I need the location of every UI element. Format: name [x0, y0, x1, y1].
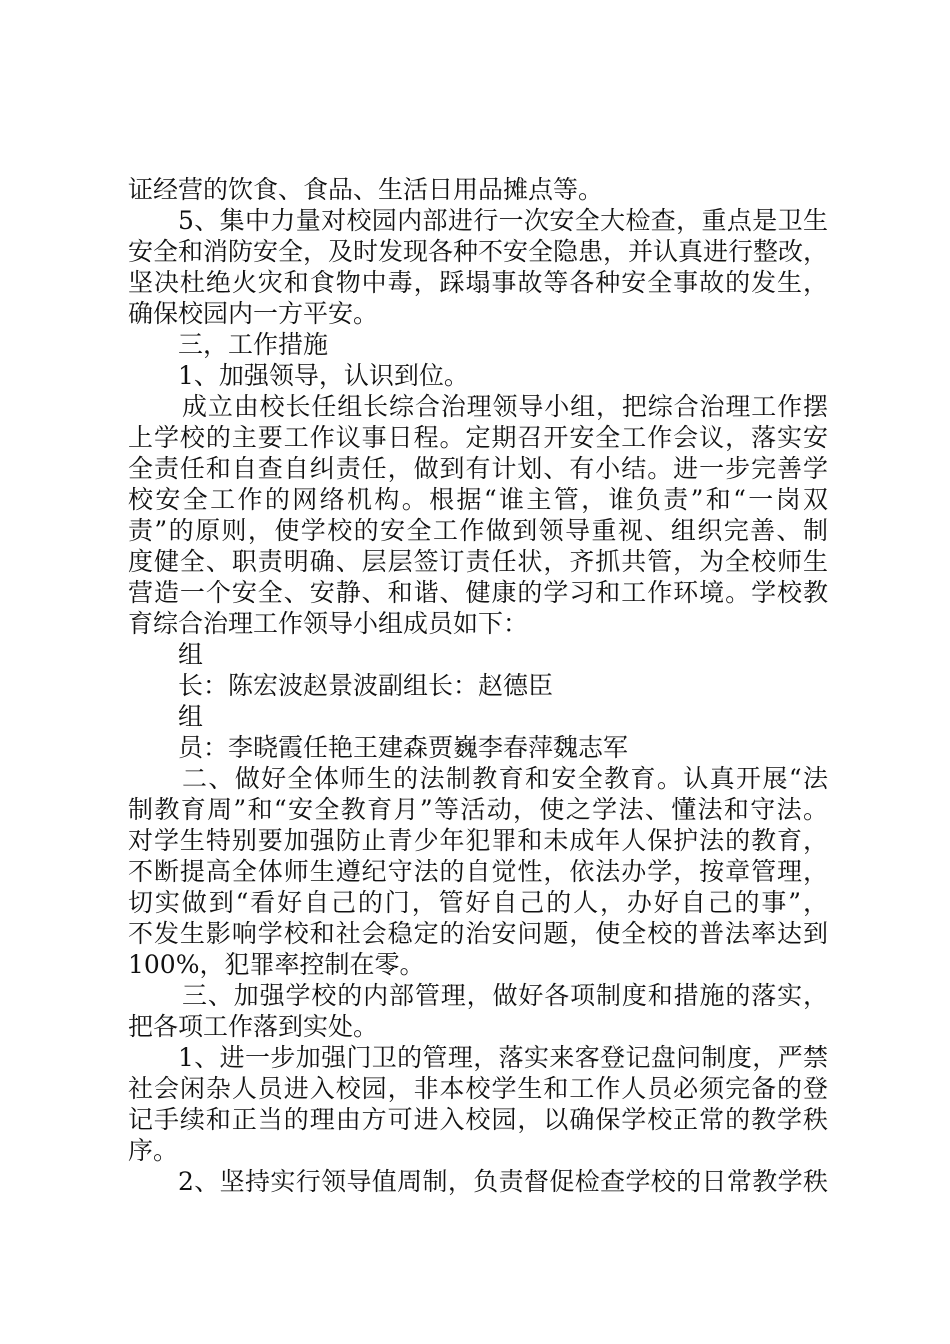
text-line: 社会闲杂人员进入校园，非本校学生和工作人员必须完备的登 — [128, 1074, 828, 1103]
text-line: 证经营的饮食、食品、生活日用品摊点等。 — [128, 175, 604, 204]
text-line: 二、做好全体师生的法制教育和安全教育。认真开展“法 — [182, 764, 828, 793]
text-line: 制教育周”和“安全教育月”等活动，使之学法、懂法和守法。 — [128, 795, 828, 824]
text-line: 上学校的主要工作议事日程。定期召开安全工作会议，落实安 — [128, 423, 828, 452]
text-line: 三、加强学校的内部管理，做好各项制度和措施的落实， — [182, 981, 828, 1010]
text-line: 1、进一步加强门卫的管理，落实来客登记盘问制度，严禁 — [178, 1043, 828, 1072]
text-line: 组 — [178, 640, 204, 669]
text-line: 安全和消防安全，及时发现各种不安全隐患，并认真进行整改， — [128, 237, 829, 266]
text-line: 记手续和正当的理由方可进入校园，以确保学校正常的教学秩 — [128, 1105, 828, 1134]
text-line: 校安全工作的网络机构。根据“谁主管，谁负责”和“一岗双 — [128, 485, 828, 514]
text-line: 不断提高全体师生遵纪守法的自觉性，依法办学，按章管理， — [128, 857, 828, 886]
text-line: 营造一个安全、安静、和谐、健康的学习和工作环境。学校教 — [128, 578, 828, 607]
text-line: 员：李晓霞任艳王建森贾巍李春萍魏志军 — [178, 733, 629, 762]
text-line: 责”的原则，使学校的安全工作做到领导重视、组织完善、制 — [128, 516, 828, 545]
text-line: 全责任和自查自纠责任，做到有计划、有小结。进一步完善学 — [128, 454, 828, 483]
text-line: 度健全、职责明确、层层签订责任状，齐抓共管，为全校师生 — [128, 547, 828, 576]
text-line: 育综合治理工作领导小组成员如下： — [128, 609, 529, 638]
text-line: 切实做到“看好自己的门，管好自己的人，办好自己的事”， — [128, 888, 828, 917]
text-line: 2、坚持实行领导值周制，负责督促检查学校的日常教学秩 — [178, 1167, 828, 1196]
text-line: 坚决杜绝火灾和食物中毒，踩塌事故等各种安全事故的发生， — [128, 268, 828, 297]
text-line: 100%，犯罪率控制在零。 — [128, 950, 425, 979]
text-line: 把各项工作落到实处。 — [128, 1012, 379, 1041]
text-line: 长：陈宏波赵景波副组长：赵德臣 — [178, 671, 554, 700]
text-line: 确保校园内一方平安。 — [128, 299, 379, 328]
text-line: 1、加强领导，认识到位。 — [178, 361, 469, 390]
text-line: 不发生影响学校和社会稳定的治安问题，使全校的普法率达到 — [128, 919, 828, 948]
text-line: 成立由校长任组长综合治理领导小组，把综合治理工作摆 — [182, 392, 828, 421]
text-line: 序。 — [128, 1136, 179, 1165]
section-heading: 三，工作措施 — [178, 330, 329, 359]
text-line: 组 — [178, 702, 204, 731]
text-line: 5、集中力量对校园内部进行一次安全大检查，重点是卫生 — [178, 206, 828, 235]
text-line: 对学生特别要加强防止青少年犯罪和未成年人保护法的教育， — [128, 826, 828, 855]
